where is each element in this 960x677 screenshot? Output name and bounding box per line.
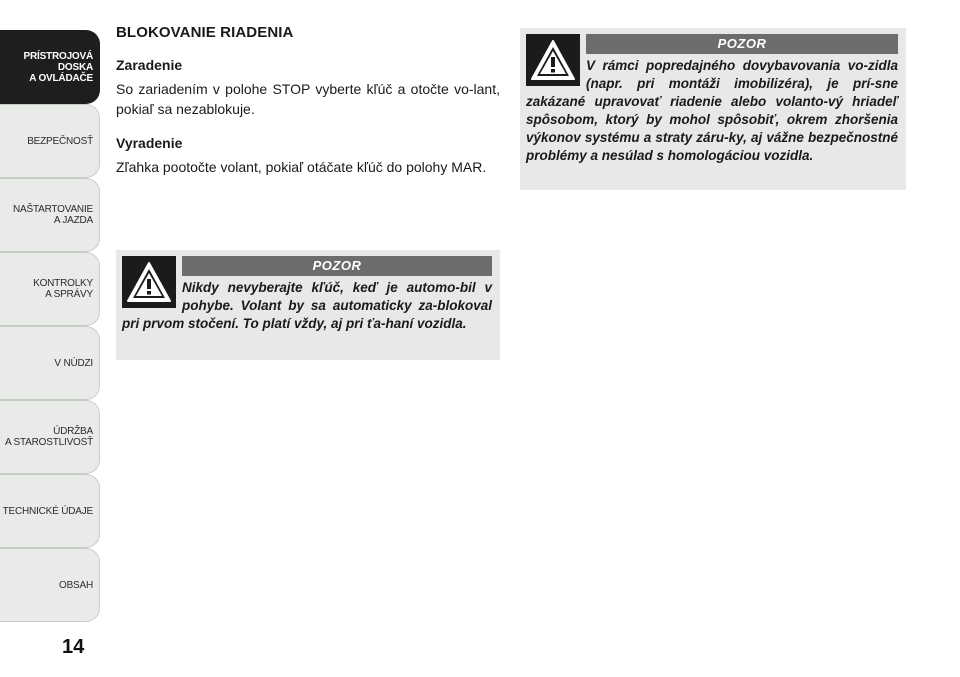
page-title: BLOKOVANIE RIADENIA — [116, 24, 294, 41]
warning-right-heading: POZOR — [586, 34, 898, 54]
disengage-heading: Vyradenie — [116, 135, 183, 151]
warning-left-text: Nikdy nevyberajte kľúč, keď je automo-bil v pohybe. Volant by sa automaticky za-blokoval pri prvom stočení. To platí vždy, aj pri ťa-haní vozidla. — [122, 280, 492, 331]
tab-udrzba[interactable]: ÚDRŽBA A STAROSTLIVOSŤ — [0, 400, 100, 474]
warning-left-heading: POZOR — [182, 256, 492, 276]
main-column — [116, 24, 500, 193]
tab-pristrojova-doska[interactable]: PRÍSTROJOVÁ DOSKA A OVLÁDAČE — [0, 30, 100, 104]
warning-box-left — [116, 250, 500, 360]
page-number: 14 — [62, 636, 85, 658]
warning-triangle-icon — [122, 256, 176, 308]
engage-text: So zariadením v polohe STOP vyberte kľúč a otočte vo-lant, pokiaľ sa nezablokuje. — [116, 81, 500, 117]
tab-bezpecnost[interactable]: BEZPEČNOSŤ — [0, 104, 100, 178]
engage-heading: Zaradenie — [116, 57, 183, 73]
warning-right-text: V rámci popredajného dovybavovania vo-zidla (napr. pri montáži imobilizéra), je prí-sne zakázané upravovať riadenie alebo volanto-vý hriadeľ spôsobom, ktorý by mohol spôsobiť, okrem zhoršenia výkonov systému a straty záru-ky, aj vážne bezpečnostné problémy a nesúlad s homologáciou vozidla. — [526, 58, 898, 163]
tab-v-nudzi[interactable]: V NÚDZI — [0, 326, 100, 400]
warning-box-right — [520, 28, 906, 190]
disengage-text: Zľahka pootočte volant, pokiaľ otáčate kľúč do polohy MAR. — [116, 159, 487, 175]
warning-triangle-icon — [526, 34, 580, 86]
tab-technicke-udaje[interactable]: TECHNICKÉ ÚDAJE — [0, 474, 100, 548]
tab-obsah[interactable]: OBSAH — [0, 548, 100, 622]
tab-kontrolky-a-spravy[interactable]: KONTROLKY A SPRÁVY — [0, 252, 100, 326]
tab-nastartovanie-a-jazda[interactable]: NAŠTARTOVANIE A JAZDA — [0, 178, 100, 252]
